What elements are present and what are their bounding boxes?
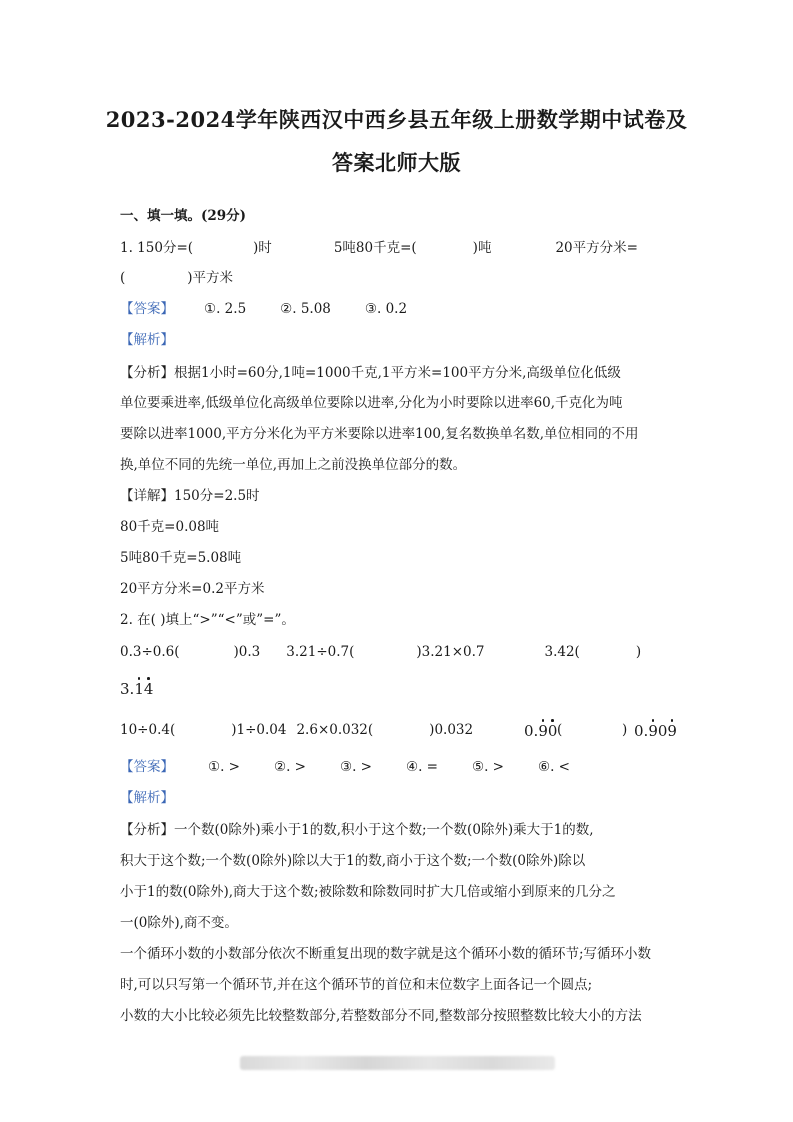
q1-part-c-end: )平方米 <box>187 270 234 286</box>
q1-part-a: 1. 150分=( <box>120 240 194 256</box>
q2-analysis-line-3: 小于1的数(0除外),商大于这个数;被除数和除数同时扩大几倍或缩小到原来的几分之 <box>120 884 616 900</box>
q1-part-c-open: ( <box>120 270 126 286</box>
q2-analysis-line-7: 小数的大小比较必须先比较整数部分,若整数部分不同,整数部分按照整数比较大小的方法 <box>120 1008 642 1024</box>
q1-detail-line-2: 80千克=0.08吨 <box>120 519 220 535</box>
q2-row2-b-end: )0.032 <box>429 722 474 738</box>
q2-answer-6: ⑥. < <box>538 759 570 775</box>
q2-analysis-line-2: 积大于这个数;一个数(0除外)除以大于1的数,商小于这个数;一个数(0除外)除以 <box>120 853 586 869</box>
q2-row2-b: 2.6×0.032( <box>296 722 374 738</box>
q1-part-a-end: )时 <box>253 240 272 256</box>
q2-row1-a: 0.3÷0.6( <box>120 644 180 660</box>
q2-answer-2: ②. > <box>274 759 306 775</box>
q2-answer-1: ①. > <box>208 759 240 775</box>
q2-answer-row <box>120 757 604 777</box>
recur-3-dot-digit-1: 9 <box>648 722 658 740</box>
recur-2-dot-digit-1: 9 <box>538 722 548 740</box>
recur-2-prefix: 0. <box>524 722 539 740</box>
document-title-line-1: 2023-2024学年陕西汉中西乡县五年级上册数学期中试卷及 <box>105 107 688 132</box>
recurring-decimal-3-14 <box>120 680 153 698</box>
q1-analysis-line-1: 【分析】根据1小时=60分,1吨=1000千克,1平方米=100平方分米,高级单位化低级 <box>120 365 621 381</box>
question-1-line-2 <box>120 268 233 288</box>
answer-tag: 【答案】 <box>120 301 174 317</box>
question-1-line-1 <box>120 238 638 258</box>
q2-analysis-line-4: 一(0除外),商不变。 <box>120 915 238 931</box>
q2-analysis-line-5: 一个循环小数的小数部分依次不断重复出现的数字就是这个循环小数的循环节;写循环小数 <box>120 946 652 962</box>
section-heading: 一、填一填。(29分) <box>120 208 247 224</box>
q2-analysis-line-6: 时,可以只写第一个循环节,并在这个循环节的首位和末位数字上面各记一个圆点; <box>120 977 593 993</box>
q2-row2-a: 10÷0.4( <box>120 722 176 738</box>
q1-answer-3: ③. 0.2 <box>364 301 408 317</box>
question-2-stem: 2. 在( )填上“>”“<”或”=”。 <box>120 612 295 628</box>
q1-answer-row <box>120 299 441 319</box>
recurring-decimal-0-909 <box>634 722 677 740</box>
blurred-footer <box>240 1056 555 1070</box>
q2-analysis-tag: 【解析】 <box>120 790 174 806</box>
q2-answer-5: ⑤. > <box>472 759 504 775</box>
q2-row-1 <box>120 642 641 662</box>
q2-row2-a-end: )1÷0.04 <box>231 722 287 738</box>
q2-row1-b: 3.21÷0.7( <box>286 644 355 660</box>
recur-1-dot-digit-2: 4 <box>143 680 154 698</box>
recur-1-dot-digit-1: 1 <box>134 680 144 698</box>
q2-row1-c: 3.42( <box>544 644 580 660</box>
recur-3-dot-digit-2: 9 <box>667 722 677 740</box>
q2-row1-b-end: )3.21×0.7 <box>416 644 485 660</box>
q2-analysis-line-1: 【分析】一个数(0除外)乘小于1的数,积小于这个数;一个数(0除外)乘大于1的数, <box>120 822 594 838</box>
q2-row2-c-close: ) <box>622 722 628 738</box>
q1-part-b: 5吨80千克=( <box>333 240 417 256</box>
q1-analysis-line-4: 换,单位不同的先统一单位,再加上之前没换单位部分的数。 <box>120 457 467 473</box>
q1-analysis-line-2: 单位要乘进率,低级单位化高级单位要除以进率,分化为小时要除以进率60,千克化为吨 <box>120 395 623 411</box>
q1-part-b-end: )吨 <box>472 240 492 256</box>
q1-answer-2: ②. 5.08 <box>280 301 331 317</box>
q2-answer-3: ③. > <box>340 759 372 775</box>
recur-1-prefix: 3. <box>120 680 135 698</box>
q2-row-2 <box>120 720 473 740</box>
q2-row1-a-end: )0.3 <box>233 644 261 660</box>
q1-detail-line-4: 20平方分米=0.2平方米 <box>120 581 265 597</box>
recurring-decimal-0-90 <box>524 722 557 740</box>
q1-analysis-tag: 【解析】 <box>120 332 174 348</box>
q1-detail-line-1: 【详解】150分=2.5时 <box>120 488 260 504</box>
q2-row1-c-end: ) <box>635 644 642 660</box>
q1-analysis-line-3: 要除以进率1000,平方分米化为平方米要除以进率100,复名数换单名数,单位相同的不用 <box>120 426 639 442</box>
answer-tag: 【答案】 <box>120 759 174 775</box>
recur-3-prefix: 0. <box>634 722 649 740</box>
q1-detail-line-3: 5吨80千克=5.08吨 <box>120 550 242 566</box>
q1-answer-1: ①. 2.5 <box>204 301 247 317</box>
document-title-line-2: 答案北师大版 <box>332 150 461 175</box>
q2-answer-4: ④. = <box>406 759 438 775</box>
recur-2-dot-digit-2: 0 <box>547 722 558 740</box>
recur-3-mid-digit: 0 <box>657 722 668 740</box>
q1-part-c: 20平方分米= <box>555 240 638 256</box>
q2-row2-c-open: ( <box>557 722 563 738</box>
